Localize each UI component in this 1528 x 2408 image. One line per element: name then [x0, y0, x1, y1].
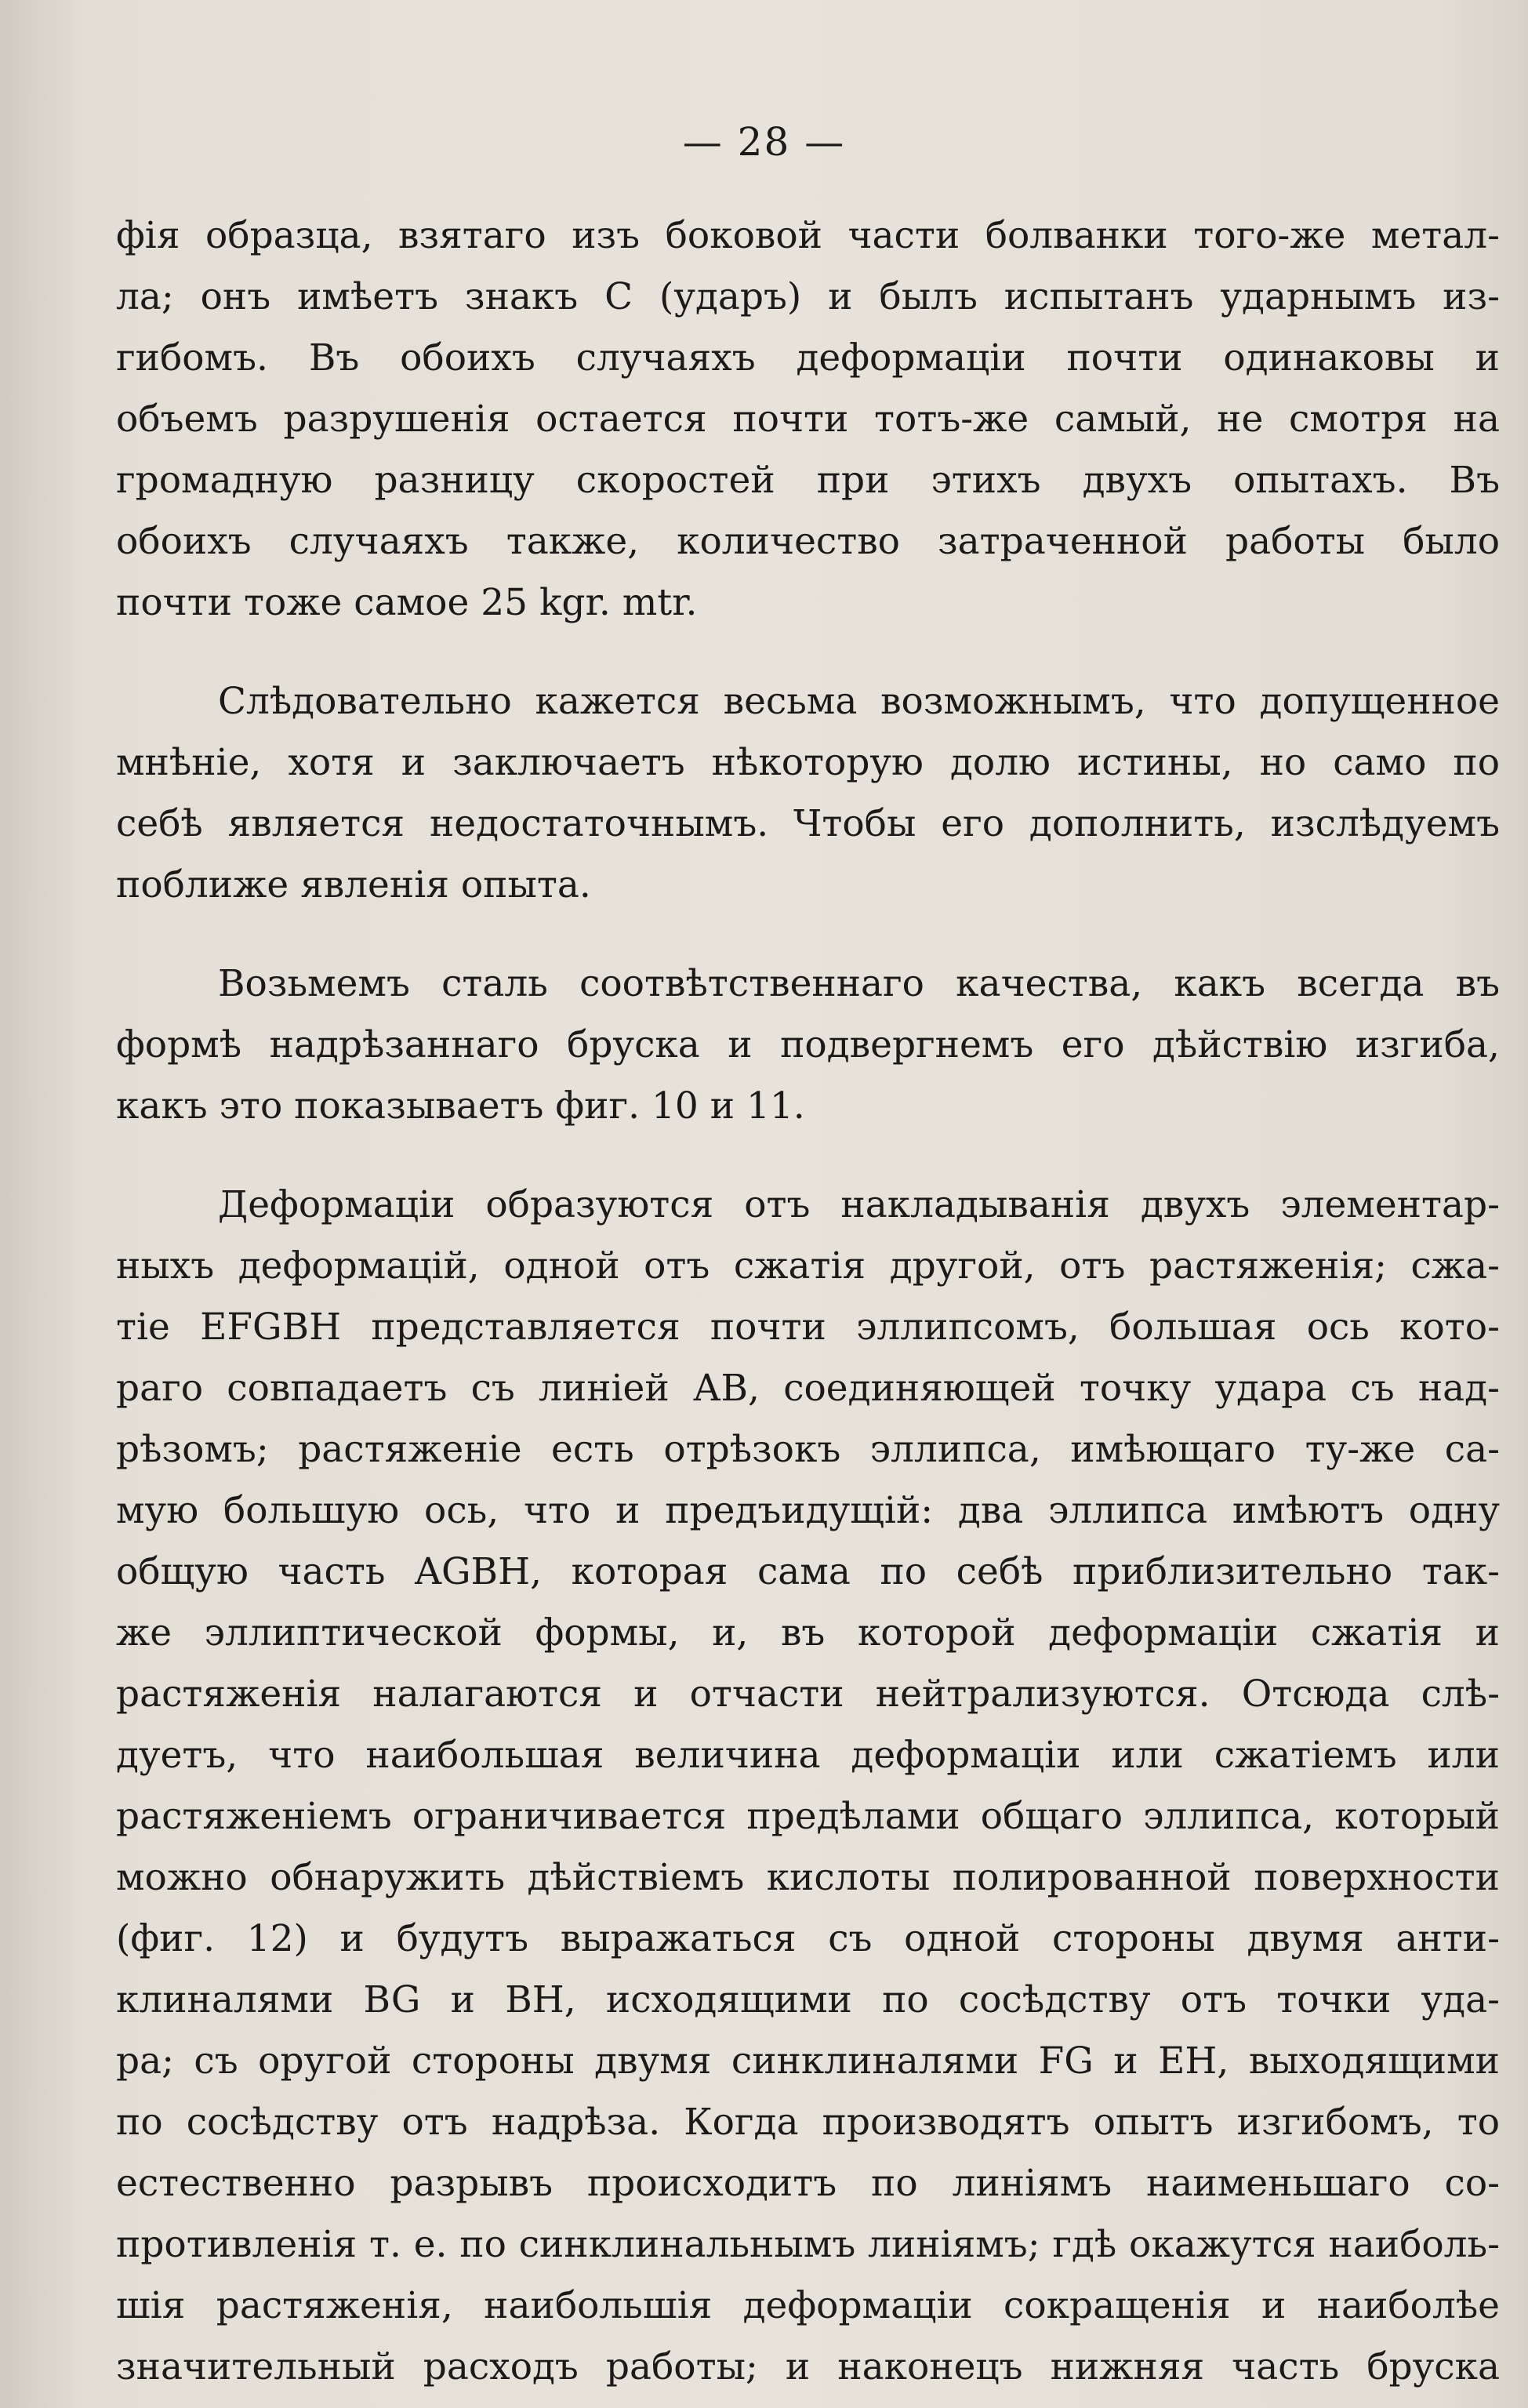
text-line: же эллиптической формы, и, въ которой деформаціи сжатія и [116, 1611, 1500, 1654]
text-line: можно обнаружить дѣйствіемъ кислоты полированной поверхности [116, 1856, 1500, 1899]
text-line: мую большую ось, что и предъидущій: два эллипса имѣютъ одну [116, 1489, 1500, 1532]
page-number: — 28 — [682, 119, 846, 165]
text-line: ра; съ оругой стороны двумя синклиналями FG и EH, выходящими [116, 2039, 1500, 2083]
text-line: по сосѣдству отъ надрѣза. Когда производятъ опытъ изгибомъ, то [116, 2101, 1500, 2144]
text-line: объемъ разрушенія остается почти тотъ-же самый, не смотря на [116, 398, 1500, 441]
paragraph-1 [116, 205, 1500, 634]
paragraph-4 [116, 1175, 1500, 2398]
text-line: ныхъ деформацій, одной отъ сжатія другой, отъ растяженія; сжа- [116, 1244, 1500, 1288]
text-line: растяженіемъ ограничивается предѣлами общаго эллипса, который [116, 1795, 1500, 1838]
text-line: клиналями BG и BH, исходящими по сосѣдству отъ точки уда- [116, 1978, 1500, 2021]
text-line: фія образца, взятаго изъ боковой части болванки того-же метал- [116, 214, 1500, 257]
text-line: Возьмемъ сталь соотвѣтственнаго качества, какъ всегда въ [218, 962, 1500, 1005]
text-line: тіе EFGBH представляется почти эллипсомъ, большая ось кото- [116, 1306, 1500, 1349]
text-line: мнѣніе, хотя и заключаетъ нѣкоторую долю истины, но само по [116, 741, 1500, 784]
text-line: шія растяженія, наибольшія деформаціи сокращенія и наиболѣе [116, 2284, 1500, 2327]
text-line: формѣ надрѣзаннаго бруска и подвергнемъ его дѣйствію изгиба, [116, 1023, 1500, 1066]
text-line: Деформаціи образуются отъ накладыванія двухъ элементар- [218, 1183, 1500, 1226]
text-line: какъ это показываетъ фиг. 10 и 11. [116, 1084, 805, 1128]
text-line: ла; онъ имѣетъ знакъ С (ударъ) и былъ испытанъ ударнымъ из- [116, 275, 1500, 318]
text-line: значительный расходъ работы; и наконецъ нижняя часть бруска [116, 2345, 1500, 2388]
body-text [116, 205, 1500, 2408]
text-line: обоихъ случаяхъ также, количество затраченной работы было [116, 520, 1500, 563]
text-line: Слѣдовательно кажется весьма возможнымъ, что допущенное [218, 680, 1500, 723]
paragraph-2 [116, 671, 1500, 916]
text-line: раго совпадаетъ съ линіей АВ, соединяющей точку удара съ над- [116, 1367, 1500, 1410]
text-line: почти тоже самое 25 kgr. mtr. [116, 581, 698, 624]
text-line: поближе явленія опыта. [116, 863, 591, 906]
paragraph-3 [116, 953, 1500, 1137]
text-line: дуетъ, что наибольшая величина деформаціи или сжатіемъ или [116, 1734, 1500, 1777]
text-line: растяженія налагаются и отчасти нейтрализуются. Отсюда слѣ- [116, 1673, 1500, 1716]
text-line: естественно разрывъ происходитъ по линіямъ наименьшаго со- [116, 2162, 1500, 2205]
text-line: общую часть AGBH, которая сама по себѣ приблизительно так- [116, 1550, 1500, 1593]
text-line: громадную разницу скоростей при этихъ двухъ опытахъ. Въ [116, 459, 1500, 502]
text-line: гибомъ. Въ обоихъ случаяхъ деформаціи почти одинаковы и [116, 336, 1500, 380]
text-line: себѣ является недостаточнымъ. Чтобы его дополнить, изслѣдуемъ [116, 802, 1500, 845]
text-line: (фиг. 12) и будутъ выражаться съ одной стороны двумя анти- [116, 1917, 1500, 1960]
text-line: рѣзомъ; растяженіе есть отрѣзокъ эллипса, имѣющаго ту-же са- [116, 1428, 1500, 1471]
text-line: противленія т. е. по синклинальнымъ линіямъ; гдѣ окажутся наиболь- [116, 2223, 1500, 2266]
